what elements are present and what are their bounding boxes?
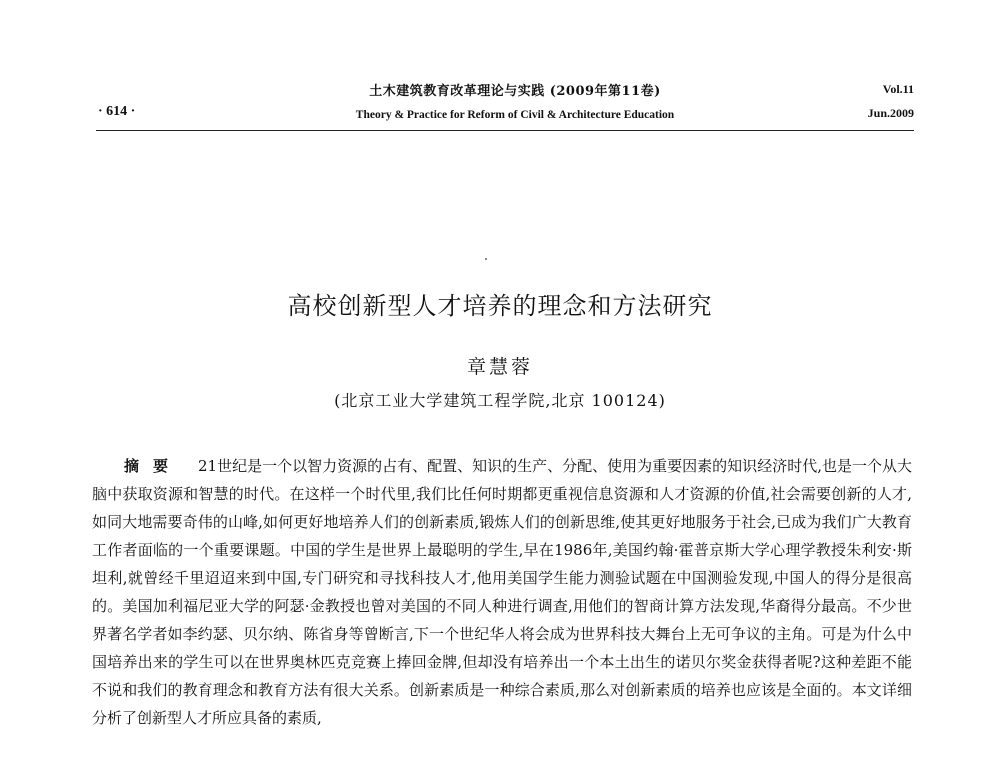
article-title: 高校创新型人才培养的理念和方法研究 bbox=[287, 292, 713, 320]
abstract-text: 21世纪是一个以智力资源的占有、配置、知识的生产、分配、使用为重要因素的知识经济时代,也是一个从大脑中获取资源和智慧的时代。在这样一个时代里,我们比任何时期都更重视信息资源和人才资源的价值,社会需要创新的人才,如同大地需要奇伟的山峰,如何更好地培养人们的创新素质,锻炼人们的创新思维,使其更好地服务于社会,已成为我们广大教育工作者面临的一个重要课题。中国的学生是世界上最聪明的学生,早在1986年,美国约翰·霍普京斯大学心理学教授朱利安·斯坦利,就曾经千里迢迢来到中国,专门研究和寻找科技人才,他用美国学生能力测验试题在中国测验发现,中国人的得分是很高的。美国加利福尼亚大学的阿瑟·金教授也曾对美国的不同人种进行调查,用他们的智商计算方法发现,华裔得分最高。不少世界著名学者如李约瑟、贝尔纳、陈省身等曾断言,下一个世纪华人将会成为世界科技大舞台上无可争议的主角。可是为什么中国培养出来的学生可以在世界奥林匹克竞赛上捧回金牌,但却没有培养出一个本土出生的诺贝尔奖金获得者呢?这种差距不能不说和我们的教育理念和教育方法有很大关系。创新素质是一种综合素质,那么对创新素质的培养也应该是全面的。本文详细分析了创新型人才所应具备的素质, bbox=[92, 457, 912, 727]
journal-title-cn: 土木建筑教育改革理论与实践 (2009年第11卷) bbox=[369, 84, 661, 99]
author-name: 章慧蓉 bbox=[466, 356, 533, 378]
scan-speck bbox=[485, 258, 487, 260]
journal-title-en: Theory & Practice for Reform of Civil & Architecture Education bbox=[355, 109, 675, 121]
page-number: · 614 · bbox=[98, 104, 136, 119]
header-divider bbox=[96, 130, 914, 131]
volume-label: Vol.11 bbox=[882, 82, 914, 96]
abstract bbox=[92, 452, 912, 732]
journal-header bbox=[300, 80, 730, 121]
author-affiliation: (北京工业大学建筑工程学院,北京 100124) bbox=[334, 391, 666, 410]
abstract-label: 摘要 bbox=[124, 457, 183, 475]
issue-date: Jun.2009 bbox=[867, 106, 914, 120]
